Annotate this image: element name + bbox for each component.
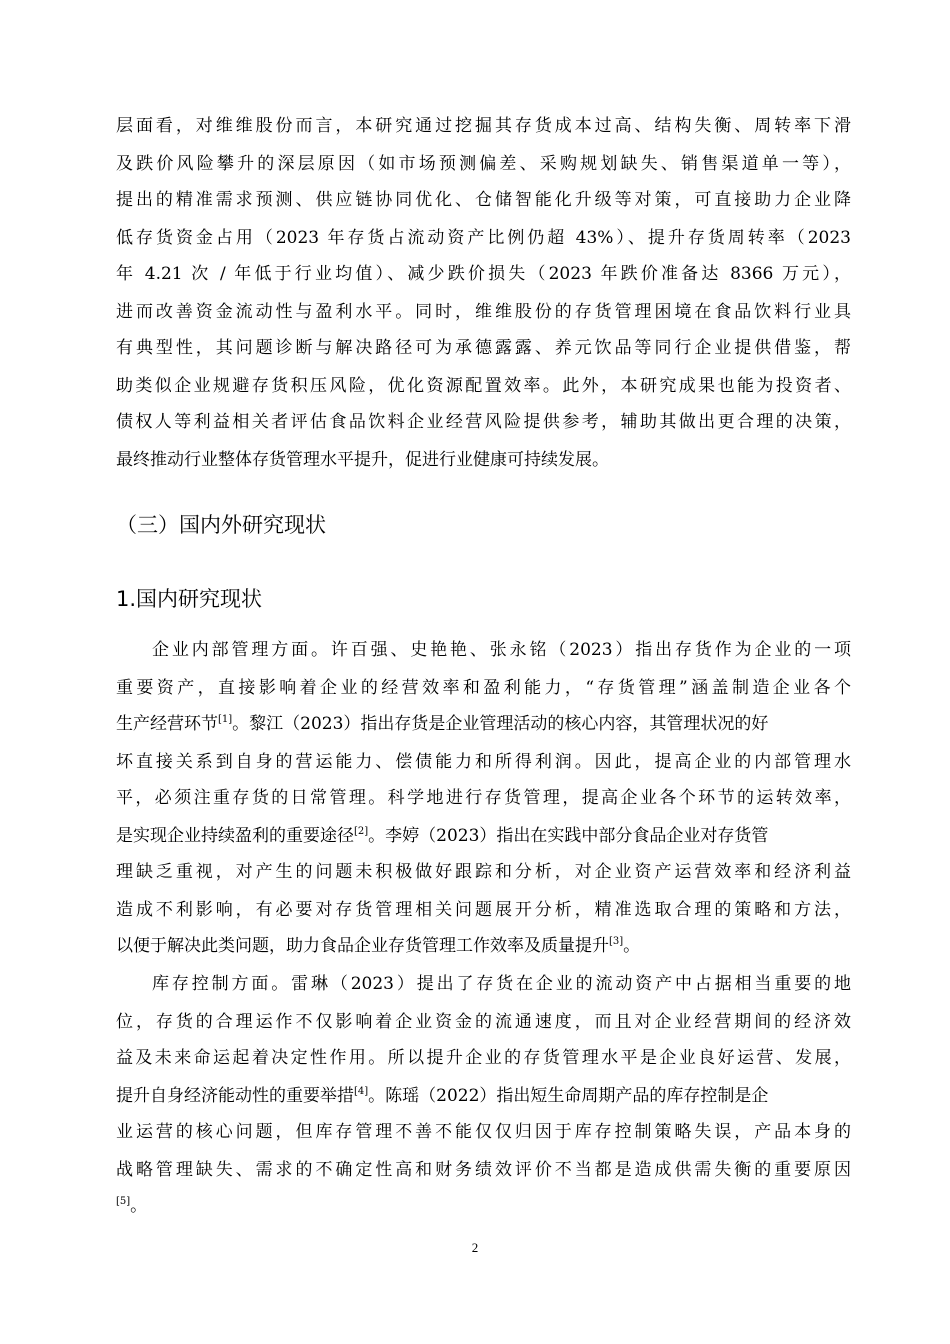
text-line: 理缺乏重视，对产生的问题未积极做好跟踪和分析，对企业资产运营效率和经济利益 xyxy=(116,862,851,882)
text-line: 重要资产，直接影响着企业的经营效率和盈利能力，“存货管理”涵盖制造企业各个 xyxy=(116,678,851,698)
text-line xyxy=(116,712,768,736)
text-line: 战略管理缺失、需求的不确定性高和财务绩效评价不当都是造成供需失衡的重要原因 xyxy=(116,1160,851,1180)
text-line: 坏直接关系到自身的营运能力、偿债能力和所得利润。因此，提高企业的内部管理水 xyxy=(116,752,851,772)
text-line: 有典型性，其问题诊断与解决路径可为承德露露、养元饮品等同行企业提供借鉴，帮 xyxy=(116,338,851,358)
text-line: 债权人等利益相关者评估食品饮料企业经营风险提供参考，辅助其做出更合理的决策， xyxy=(116,412,851,432)
text-line: 年 4.21 次 / 年低于行业均值）、减少跌价损失（2023 年跌价准备达 8366 万元）， xyxy=(116,264,851,284)
citation-ref: [2] xyxy=(354,826,369,837)
text-line: 进而改善资金流动性与盈利水平。同时，维维股份的存货管理困境在食品饮料行业具 xyxy=(116,302,851,322)
citation-ref: [4] xyxy=(354,1086,369,1097)
text-line xyxy=(116,824,768,848)
citation-ref: [5] xyxy=(116,1196,131,1207)
text-line: 业运营的核心问题，但库存管理不善不能仅仅归因于库存控制策略失误，产品本身的 xyxy=(116,1122,851,1142)
text-segment: 。陈瑶（2022）指出短生命周期产品的库存控制是企 xyxy=(368,1086,769,1106)
text-line xyxy=(116,1194,147,1218)
section-heading: （三）国内外研究现状 xyxy=(116,513,326,537)
text-line: 益及未来命运起着决定性作用。所以提升企业的存货管理水平是企业良好运营、发展， xyxy=(116,1048,851,1068)
text-line: 企业内部管理方面。许百强、史艳艳、张永铭（2023）指出存货作为企业的一项 xyxy=(152,640,851,660)
citation-ref: [3] xyxy=(609,936,624,947)
text-line xyxy=(116,934,640,958)
text-line: 造成不利影响，有必要对存货管理相关问题展开分析，精准选取合理的策略和方法， xyxy=(116,900,851,920)
text-segment: 提升自身经济能动性的重要举措 xyxy=(116,1086,354,1106)
text-line: 低存货资金占用（2023 年存货占流动资产比例仍超 43%）、提升存货周转率（2023 xyxy=(116,228,851,248)
text-line: 库存控制方面。雷琳（2023）提出了存货在企业的流动资产中占据相当重要的地 xyxy=(152,974,851,994)
text-line: 平，必须注重存货的日常管理。科学地进行存货管理，提高企业各个环节的运转效率， xyxy=(116,788,851,808)
text-line: 提出的精准需求预测、供应链协同优化、仓储智能化升级等对策，可直接助力企业降 xyxy=(116,190,851,210)
text-line: 最终推动行业整体存货管理水平提升，促进行业健康可持续发展。 xyxy=(116,450,609,470)
text-segment: 以便于解决此类问题，助力食品企业存货管理工作效率及质量提升 xyxy=(116,936,609,956)
text-line: 层面看，对维维股份而言，本研究通过挖掘其存货成本过高、结构失衡、周转率下滑 xyxy=(116,116,851,136)
citation-ref: [1] xyxy=(218,714,233,725)
text-line: 位，存货的合理运作不仅影响着企业资金的流通速度，而且对企业经营期间的经济效 xyxy=(116,1012,851,1032)
text-segment: 是实现企业持续盈利的重要途径 xyxy=(116,826,354,846)
text-segment: 。黎江（2023）指出存货是企业管理活动的核心内容，其管理状况的好 xyxy=(232,714,769,734)
text-line xyxy=(116,1084,768,1108)
text-segment: 。李婷（2023）指出在实践中部分食品企业对存货管 xyxy=(368,826,769,846)
subsection-heading: 1.国内研究现状 xyxy=(116,587,263,611)
text-line: 及跌价风险攀升的深层原因（如市场预测偏差、采购规划缺失、销售渠道单一等）， xyxy=(116,154,851,174)
text-segment: 。 xyxy=(623,936,641,956)
text-segment: 生产经营环节 xyxy=(116,714,218,734)
text-line: 助类似企业规避存货积压风险，优化资源配置效率。此外，本研究成果也能为投资者、 xyxy=(116,376,851,396)
text-segment: 。 xyxy=(130,1196,148,1216)
page-number: 2 xyxy=(471,1240,479,1255)
